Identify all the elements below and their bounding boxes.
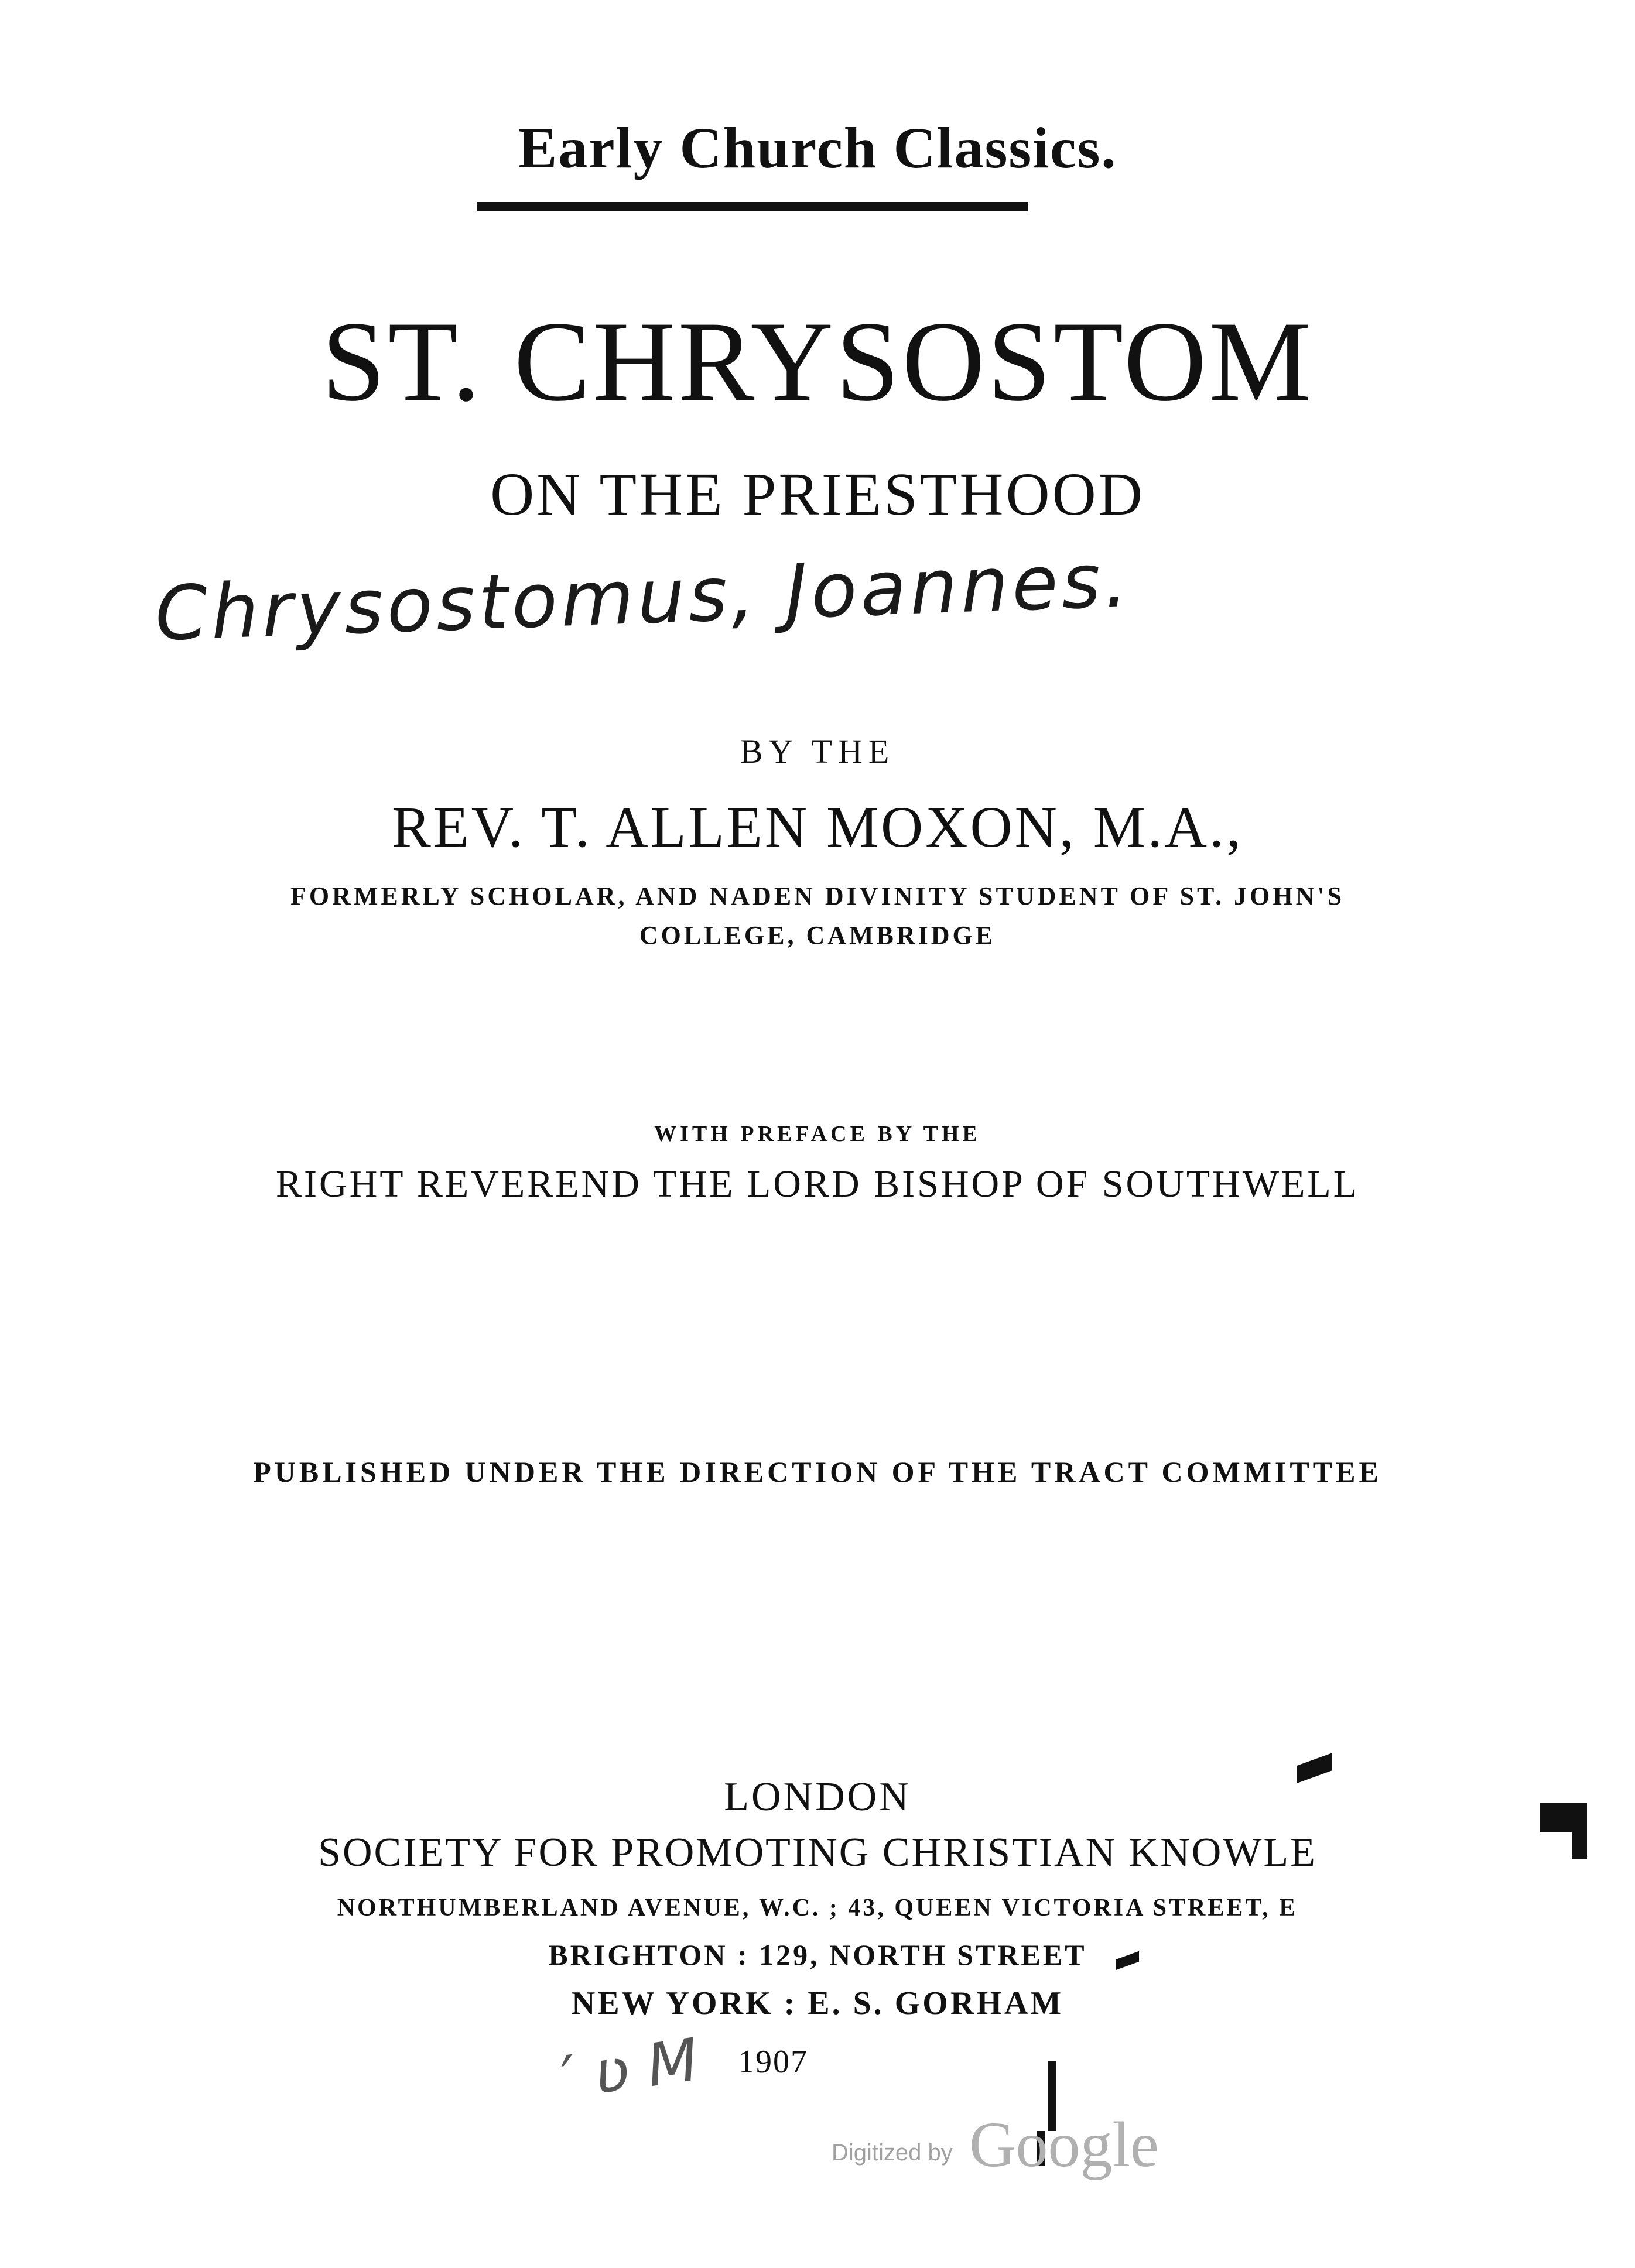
imprint-address-line2: BRIGHTON : 129, NORTH STREET bbox=[548, 1938, 1087, 1971]
scan-blot bbox=[1572, 1830, 1587, 1859]
imprint-address-line3: NEW YORK : E. S. GORHAM bbox=[571, 1985, 1064, 2022]
preface-intro: WITH PREFACE BY THE bbox=[654, 1122, 981, 1146]
google-watermark: Google bbox=[969, 2109, 1159, 2180]
book-subtitle: ON THE PRIESTHOOD bbox=[490, 461, 1145, 528]
preface-author: RIGHT REVEREND THE LORD BISHOP OF SOUTHWELL bbox=[275, 1163, 1360, 1205]
imprint-city: LONDON bbox=[724, 1774, 911, 1820]
by-line: BY THE bbox=[740, 732, 895, 770]
author-name: REV. T. ALLEN MOXON, M.A., bbox=[391, 794, 1244, 859]
publisher-note: PUBLISHED UNDER THE DIRECTION OF THE TRACT COMMITTEE bbox=[253, 1455, 1382, 1488]
title-rule bbox=[477, 202, 1028, 211]
imprint-society: SOCIETY FOR PROMOTING CHRISTIAN KNOWLE bbox=[318, 1830, 1317, 1875]
author-affiliation-line1: FORMERLY SCHOLAR, AND NADEN DIVINITY STUDENT OF ST. JOHN'S bbox=[290, 882, 1345, 910]
book-title: ST. CHRYSOSTOM bbox=[321, 298, 1314, 425]
author-affiliation-line2: COLLEGE, CAMBRIDGE bbox=[639, 921, 996, 950]
handwritten-note: Chrysostomus, Joannes. bbox=[153, 536, 1133, 658]
imprint-year: 1907 bbox=[738, 2044, 808, 2080]
series-title: Early Church Classics. bbox=[518, 115, 1117, 180]
digitized-by-label: Digitized by bbox=[832, 2140, 953, 2166]
imprint-address-line1: NORTHUMBERLAND AVENUE, W.C. ; 43, QUEEN VICTORIA STREET, E bbox=[337, 1894, 1298, 1921]
stamp-mark: ′ ʋ M bbox=[557, 2025, 703, 2112]
scan-blot bbox=[1540, 1803, 1587, 1832]
